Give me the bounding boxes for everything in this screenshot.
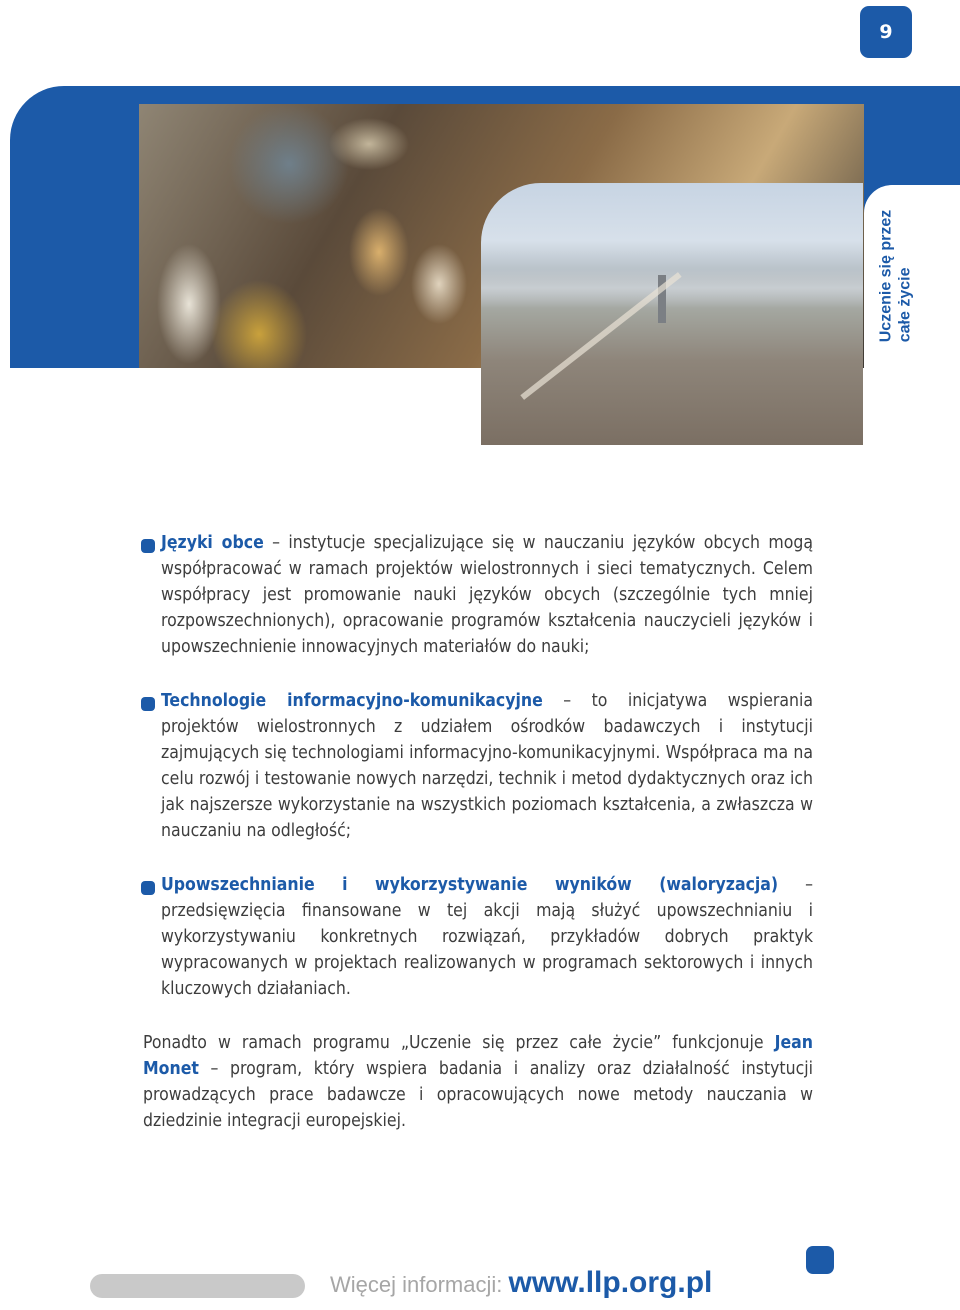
photo-horizon-haze	[481, 268, 863, 308]
city-aerial-photo	[481, 183, 863, 445]
side-tab-line1: Uczenie się przez	[877, 209, 894, 343]
bullet-item	[143, 530, 813, 660]
page-number-badge	[860, 6, 912, 58]
bullet-square-icon	[141, 881, 155, 895]
bullet-paragraph	[143, 688, 813, 844]
bullet-term: Technologie informacyjno-komunikacyjne	[161, 691, 543, 711]
bullet-term: Języki obce	[161, 533, 264, 553]
bullet-item	[143, 688, 813, 844]
closing-term: Jean Monet	[143, 1033, 813, 1079]
side-tab-text	[876, 210, 914, 343]
main-content	[143, 530, 813, 1134]
bullet-square-icon	[141, 539, 155, 553]
bullet-text: – instytucje specjalizujące się w nauczaniu języków obcych mogą współpracować w ramach projektów wielostronnych i sieci tematycznych. Celem współpracy jest promowanie nauki języków obcych (szczególnie tych mniej rozpowszechnionych), opracowanie programów kształcenia nauczycieli języków i upowszechnienie innowacyjnych materiałów do nauki;	[161, 533, 813, 657]
side-tab-line2: całe życie	[896, 267, 913, 343]
bullet-text: – przedsięwzięcia finansowane w tej akcji mają służyć upowszechnianiu i wykorzystywaniu konkretnych rozwiązań, przykładów dobrych praktyk wypracowanych w projektach realizowanych w programach sektorowych i innych kluczowych działaniach.	[161, 875, 813, 999]
footer-square-icon	[806, 1246, 834, 1274]
bullet-square-icon	[141, 697, 155, 711]
closing-part1: Ponadto w ramach programu „Uczenie się przez całe życie” funkcjonuje	[143, 1033, 775, 1053]
footer-url-link[interactable]: www.llp.org.pl	[508, 1266, 713, 1299]
bullet-term: Upowszechnianie i wykorzystywanie wyników (waloryzacja)	[161, 875, 779, 895]
bullet-item	[143, 872, 813, 1002]
closing-part2: – program, który wspiera badania i analizy oraz działalność instytucji prowadzących prace badawcze i opracowujących nowe metody nauczania w dziedzinie integracji europejskiej.	[143, 1059, 813, 1131]
bullet-paragraph	[143, 872, 813, 1002]
footer-bar	[90, 1274, 305, 1298]
page-number: 9	[879, 21, 893, 43]
bullet-paragraph	[143, 530, 813, 660]
footer-label: Więcej informacji:	[330, 1272, 509, 1297]
bullet-text: – to inicjatywa wspierania projektów wielostronnych z udziałem ośrodków badawczych i instytucji zajmujących się technologiami informacyjno-komunikacyjnymi. Współpraca ma na celu rozwój i testowanie nowych narzędzi, technik i metod dydaktycznych oraz ich jak najszersze wykorzystanie na wszystkich poziomach kształcenia, a zwłaszcza w nauczaniu na odległość;	[161, 691, 813, 841]
footer-info	[330, 1266, 712, 1300]
side-tab-label	[865, 184, 925, 368]
closing-paragraph	[143, 1030, 813, 1134]
